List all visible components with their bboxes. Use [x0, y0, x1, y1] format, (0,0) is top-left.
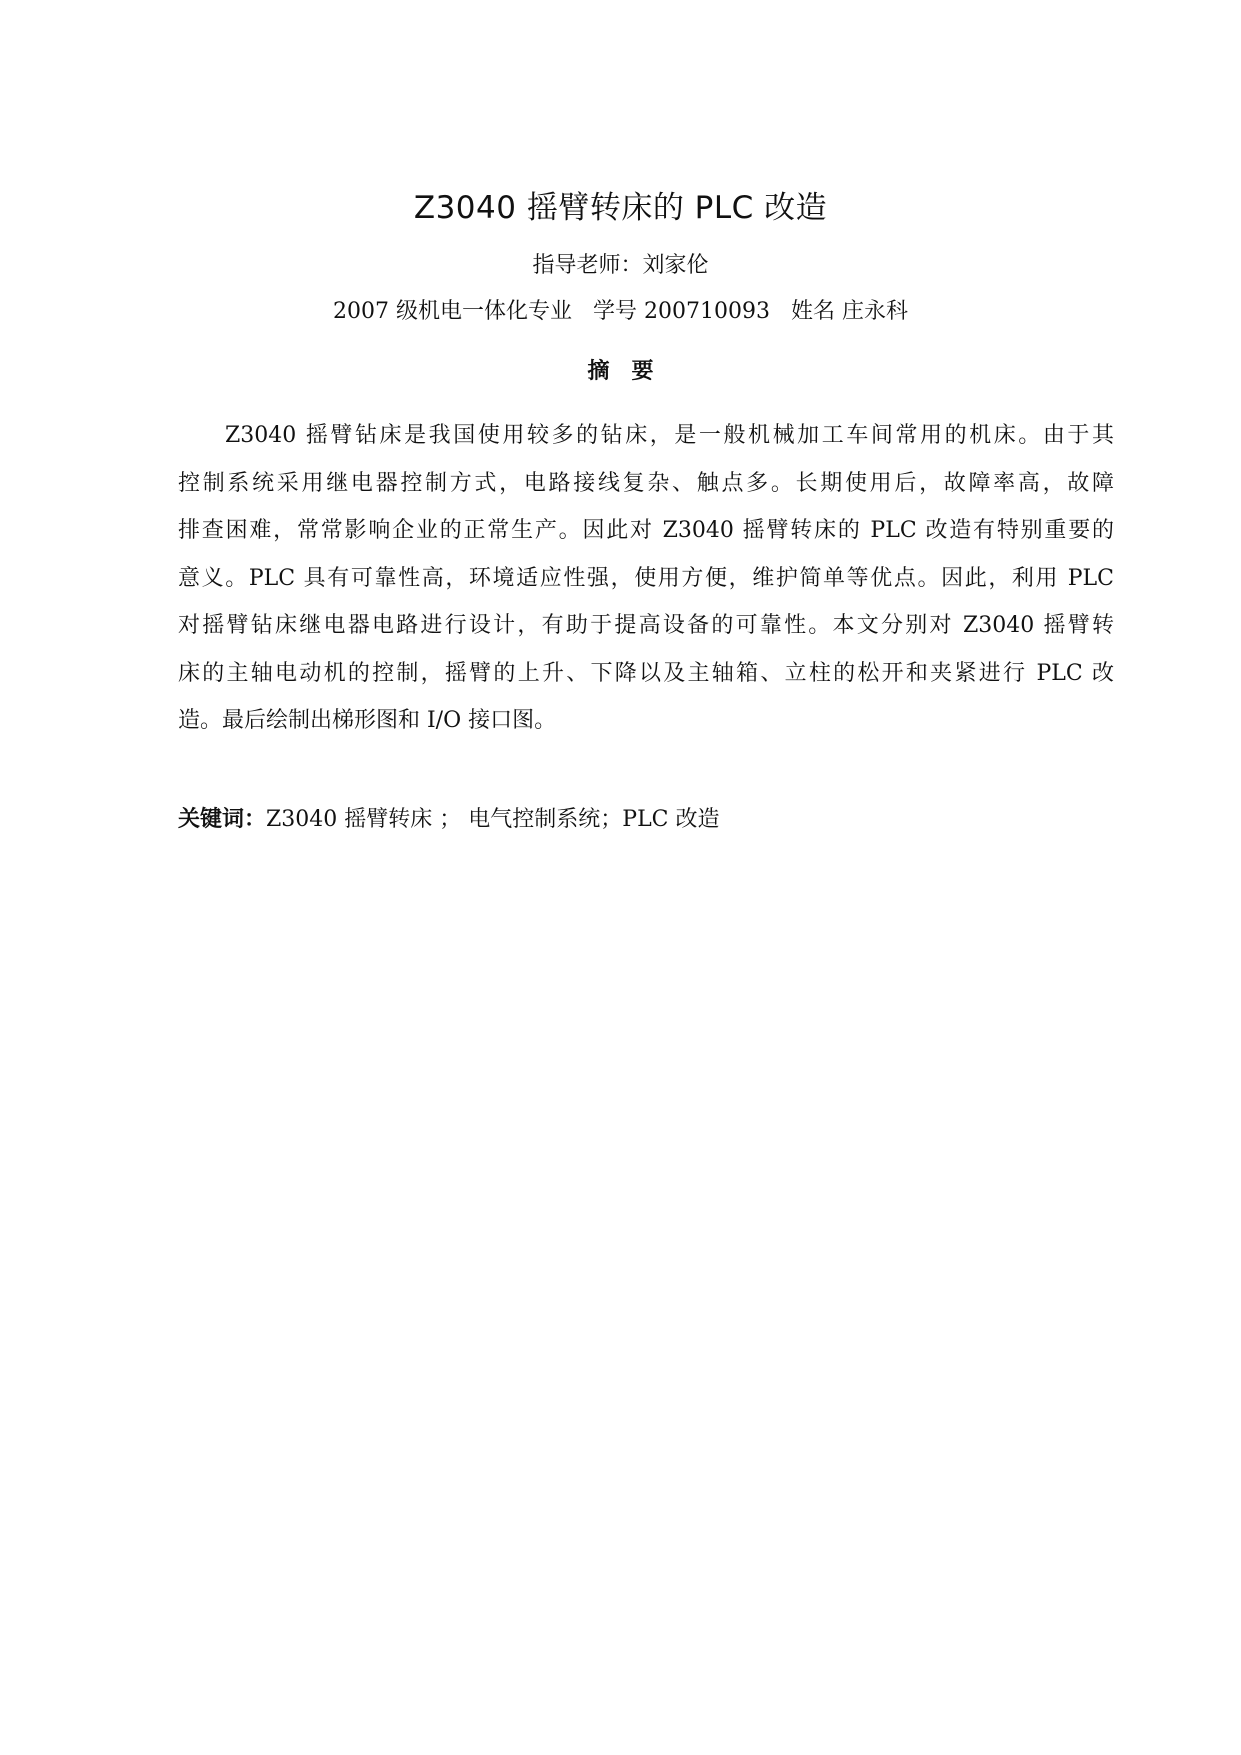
keywords-text: Z3040 摇臂转床 ； 电气控制系统；PLC 改造	[266, 807, 720, 832]
keywords-line	[178, 804, 720, 836]
abstract-line: 床的主轴电动机的控制，摇臂的上升、下降以及主轴箱、立柱的松开和夹紧进行 PLC 改	[178, 660, 1114, 686]
abstract-line: 意义。PLC 具有可靠性高，环境适应性强，使用方便，维护简单等优点。因此，利用 PLC	[178, 565, 1114, 591]
abstract-heading: 摘要	[587, 359, 676, 384]
abstract-line: 造。最后绘制出梯形图和 I/O 接口图。	[178, 708, 557, 733]
abstract-body	[178, 412, 1114, 745]
abstract-line: 控制系统采用继电器控制方式，电路接线复杂、触点多。长期使用后，故障率高，故障	[178, 470, 1114, 496]
paper-title: Z3040 摇臂转床的 PLC 改造	[413, 190, 828, 226]
keywords-label: 关键词：	[178, 807, 267, 832]
abstract-line: Z3040 摇臂钻床是我国使用较多的钻床，是一般机械加工车间常用的机床。由于其	[225, 423, 1114, 448]
abstract-line: 对摇臂钻床继电器电路进行设计，有助于提高设备的可靠性。本文分别对 Z3040 摇臂转	[178, 613, 1114, 638]
advisor-line: 指导老师：刘家伦	[532, 253, 709, 278]
student-info-line: 2007 级机电一体化专业 学号 200710093 姓名 庄永科	[333, 299, 908, 324]
abstract-line: 排查困难，常常影响企业的正常生产。因此对 Z3040 摇臂转床的 PLC 改造有特别重要的	[178, 518, 1114, 543]
